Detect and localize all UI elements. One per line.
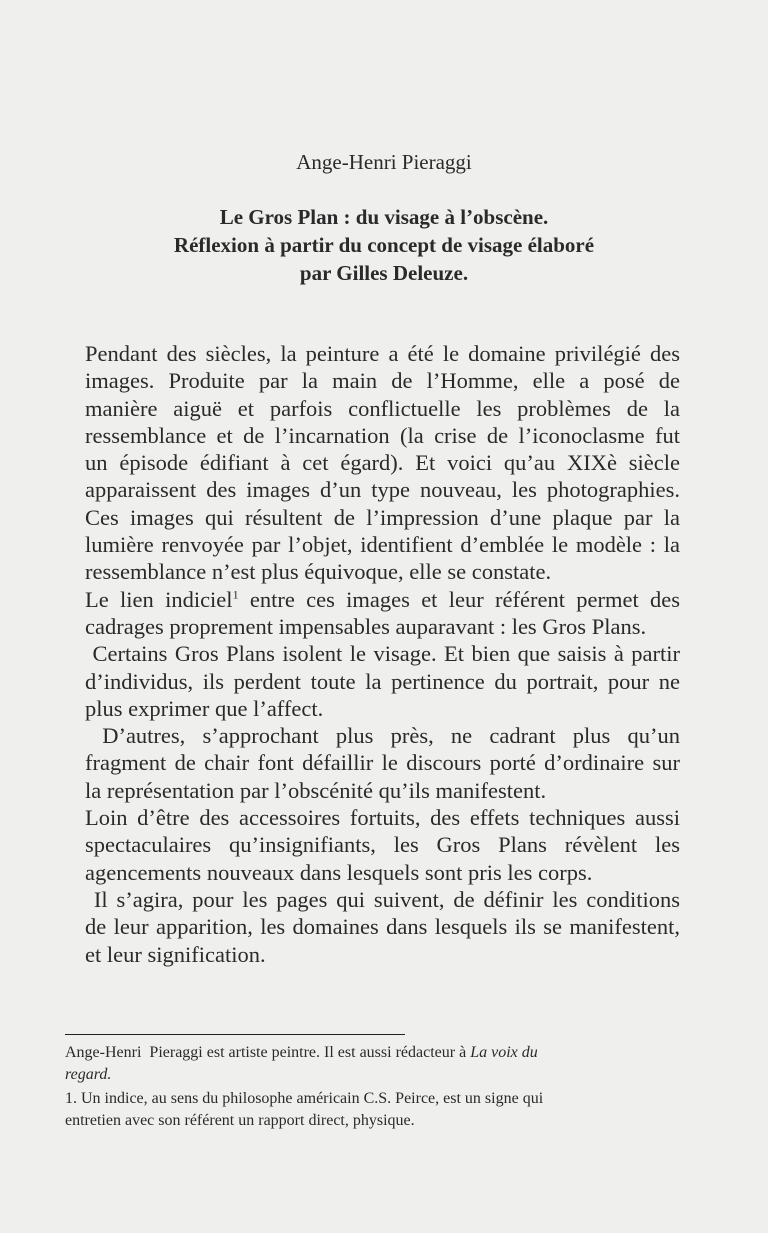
body-line-text: de leur apparition, les domaines dans lesquels ils se manifestent, xyxy=(85,914,680,940)
body-line xyxy=(85,395,680,422)
body-line-text: plus exprimer que l’affect. xyxy=(85,695,324,721)
body-line-text: lumière renvoyée par l’objet, identifient d’emblée le modèle : la xyxy=(85,532,680,558)
body-line xyxy=(85,340,680,367)
body-line xyxy=(85,886,680,913)
body-line-text: spectaculaires qu’insignifiants, les Gros Plans révèlent les xyxy=(85,832,680,858)
footnote-ref: 1 xyxy=(232,587,239,602)
body-line xyxy=(85,422,680,449)
body-line-text: agencements nouveaux dans lesquels sont pris les corps. xyxy=(85,859,593,885)
article-title-line-2: Réflexion à partir du concept de visage élaboré xyxy=(173,233,595,257)
footnote-author xyxy=(65,1042,538,1064)
body-line-text: ressemblance n’est plus équivoque, elle se constate. xyxy=(85,559,552,585)
body-line xyxy=(85,504,680,531)
body-line xyxy=(85,476,680,503)
body-line-text: Loin d’être des accessoires fortuits, des effets techniques aussi xyxy=(85,805,680,831)
body-line-text: Certains Gros Plans isolent le visage. Et bien que saisis à partir xyxy=(85,641,680,667)
body-line-text: manière aiguë et parfois conflictuelle les problèmes de la xyxy=(85,395,680,421)
body-line-text: Le lien indiciel xyxy=(85,586,233,612)
body-line xyxy=(85,777,680,804)
body-line xyxy=(85,586,680,613)
body-line-text: Ces images qui résultent de l’impression d’une plaque par la xyxy=(85,504,680,530)
body-line-text: Pendant des siècles, la peinture a été le domaine privilégié des xyxy=(85,341,680,366)
body-line xyxy=(85,558,680,585)
body-line xyxy=(85,367,680,394)
footnote-journal-title: La voix du xyxy=(470,1044,538,1061)
body-line-text: un épisode édifiant à cet égard). Et voici qu’au XIXè siècle xyxy=(85,450,680,476)
body-line xyxy=(85,804,680,831)
body-line xyxy=(85,831,680,858)
body-line xyxy=(85,749,680,776)
body-line-text: ressemblance et de l’incarnation (la crise de l’iconoclasme fut xyxy=(85,422,680,448)
body-line-text: et leur signification. xyxy=(85,941,266,967)
body-line xyxy=(85,668,680,695)
article-title-line-1: Le Gros Plan : du visage à l’obscène. xyxy=(219,205,549,229)
body-line-text: fragment de chair font défaillir le discours porté d’ordinaire sur xyxy=(85,750,680,776)
body-line-text: apparaissent des images d’un type nouveau, les photographies. xyxy=(85,477,680,503)
body-line-text: D’autres, s’approchant plus près, ne cadrant plus qu’un xyxy=(85,723,680,749)
body-line xyxy=(85,722,680,749)
body-line-text: images. Produite par la main de l’Homme, elle a posé de xyxy=(85,368,680,394)
body-line xyxy=(85,613,680,640)
body-line-text: entre ces images et leur référent permet des xyxy=(238,586,681,612)
footnote-1-line-2: entretien avec son référent un rapport direct, physique. xyxy=(65,1112,415,1129)
body-line xyxy=(85,449,680,476)
body-line xyxy=(85,640,680,667)
body-line-text: cadrages proprement impensables auparavant : les Gros Plans. xyxy=(85,613,647,639)
body-line xyxy=(85,913,680,940)
article-author: Ange-Henri Pieraggi xyxy=(296,150,472,174)
footnote-separator xyxy=(65,1034,405,1035)
body-line xyxy=(85,859,680,886)
article-body xyxy=(85,340,680,968)
footnote-author-line-2: regard. xyxy=(65,1066,112,1083)
body-line xyxy=(85,531,680,558)
footnote-1-line-1: 1. Un indice, au sens du philosophe américain C.S. Peirce, est un signe qui xyxy=(65,1090,544,1107)
article-title-line-3: par Gilles Deleuze. xyxy=(299,261,469,285)
footnote-author-text: Ange-Henri Pieraggi est artiste peintre. Il est aussi rédacteur à xyxy=(65,1044,467,1061)
body-line-text: d’individus, ils perdent toute la pertinence du portrait, pour ne xyxy=(85,668,680,694)
body-line-text: Il s’agira, pour les pages qui suivent, de définir les conditions xyxy=(85,886,680,912)
body-line xyxy=(85,695,680,722)
body-line-text: la représentation par l’obscénité qu’ils manifestent. xyxy=(85,777,547,803)
body-line xyxy=(85,941,680,968)
